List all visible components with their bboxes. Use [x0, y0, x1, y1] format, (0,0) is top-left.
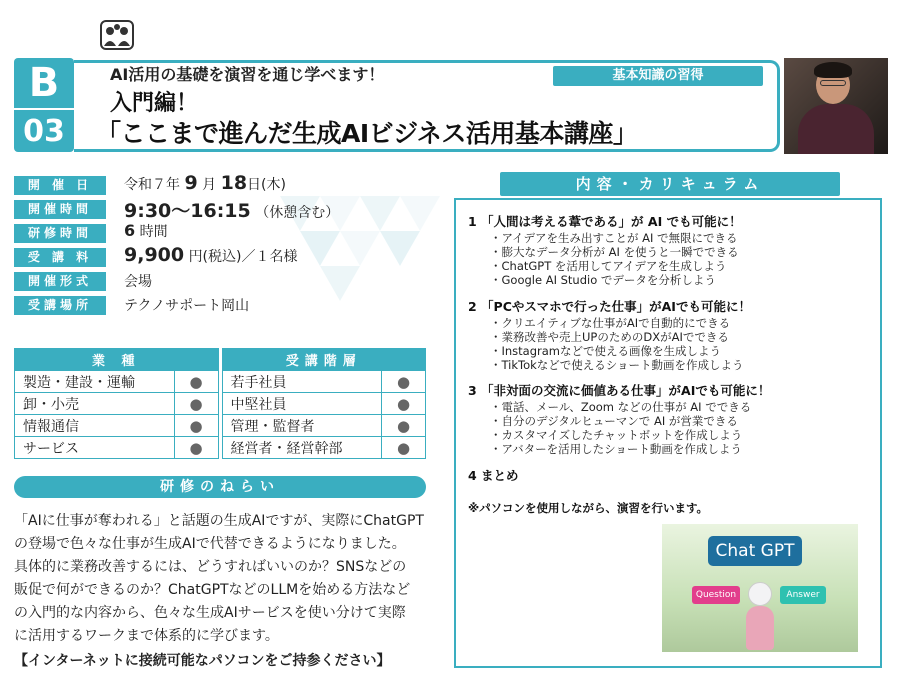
level-mark: ●	[382, 415, 426, 437]
course-code-number: 03	[14, 108, 74, 152]
date-era: 令和７年	[124, 177, 180, 193]
curriculum-header: 内容・カリキュラム	[500, 172, 840, 196]
table-row	[15, 371, 426, 393]
time-value	[124, 196, 339, 223]
time-range: 9:30～16:15	[124, 200, 251, 222]
aims-header: 研修のねらい	[14, 476, 426, 498]
fee-unit: 円(税込)／１名様	[188, 249, 298, 265]
hours-label: 研修時間	[14, 224, 106, 243]
industry-mark: ●	[174, 437, 218, 459]
curriculum-item: ・アバターを活用したショート動画を作成しよう	[490, 442, 742, 456]
aims-note: 【インターネットに接続可能なパソコンをご持参ください】	[14, 653, 391, 669]
level-mark: ●	[382, 371, 426, 393]
chatgpt-bubble: Chat GPT	[708, 536, 802, 566]
aims-line: の入門的な内容から、色々な生成AIサービスを使い分けて実際	[14, 605, 406, 621]
table-row	[15, 415, 426, 437]
date-day: 18	[220, 172, 248, 194]
curriculum-item: ・ChatGPT を活用してアイデアを生成しよう	[490, 259, 727, 273]
format-value: 会場	[124, 274, 152, 290]
date-value	[124, 172, 286, 194]
curriculum-item: ・膨大なデータ分析が AI を使うと一瞬でできる	[490, 245, 739, 259]
industry-cell: 情報通信	[15, 415, 175, 437]
answer-bubble: Answer	[780, 586, 826, 604]
curriculum-item: ・Instagramなどで使える画像を生成しよう	[490, 344, 722, 358]
category-tag: 基本知識の習得	[553, 66, 763, 86]
fee-label: 受 講 料	[14, 248, 106, 267]
table-row	[15, 393, 426, 415]
fee-value	[124, 244, 298, 266]
curriculum-note: ※パソコンを使用しながら、演習を行います。	[468, 501, 709, 515]
aims-line: の登場で色々な仕事が生成AIで代替できるようになりました。	[14, 536, 406, 552]
aims-line: 販促で何ができるのか？ChatGPTなどのLLMを始める方法など	[14, 582, 411, 598]
aims-body	[14, 510, 434, 648]
date-month-unit: 月	[202, 177, 217, 193]
time-label: 開催時間	[14, 200, 106, 219]
level-cell: 若手社員	[222, 371, 382, 393]
curriculum-section-title: 4 まとめ	[468, 468, 519, 483]
course-title-line1: 入門編！	[110, 91, 199, 116]
instructor-photo	[784, 58, 888, 154]
format-label: 開催形式	[14, 272, 106, 291]
curriculum-section-title: 2 「PCやスマホで行った仕事」がAIでも可能に！	[468, 299, 751, 314]
industry-mark: ●	[174, 393, 218, 415]
hours-number: 6	[124, 221, 136, 240]
curriculum-item: ・自分のデジタルヒューマンで AI が営業できる	[490, 414, 738, 428]
date-label: 開 催 日	[14, 176, 106, 195]
chatgpt-illustration	[662, 524, 858, 652]
industry-cell: 卸・小売	[15, 393, 175, 415]
curriculum-item: ・クリエイティブな仕事がAIで自動的にできる	[490, 316, 731, 330]
course-code-letter: B	[28, 60, 60, 106]
venue-value: テクノサポート岡山	[124, 298, 250, 314]
date-month: 9	[184, 172, 198, 194]
fee-amount: 9,900	[124, 244, 185, 266]
level-cell: 管理・監督者	[222, 415, 382, 437]
level-header: 受講階層	[222, 349, 426, 371]
aims-line: 「AIに仕事が奪われる」と話題の生成AIですが、実際にChatGPT	[14, 513, 424, 529]
industry-header: 業 種	[15, 349, 219, 371]
people-group-icon	[100, 20, 134, 50]
curriculum-section-title: 3 「非対面の交流に価値ある仕事」がAIでも可能に！	[468, 383, 771, 398]
robot-figure-body	[746, 606, 774, 650]
table-row	[15, 437, 426, 459]
robot-figure-head	[748, 582, 772, 606]
curriculum-section-title: 1 「人間は考える葦である」が AI でも可能に！	[468, 214, 742, 229]
course-subtitle: AI活用の基礎を演習を通じ学べます！	[110, 65, 385, 84]
curriculum-item: ・TikTokなどで使えるショート動画を作成しよう	[490, 358, 744, 372]
industry-mark: ●	[174, 415, 218, 437]
aims-line: に活用するワークまで体系的に学びます。	[14, 628, 279, 644]
hours-unit: 時間	[139, 224, 168, 240]
industry-cell: 製造・建設・運輸	[15, 371, 175, 393]
level-cell: 経営者・経営幹部	[222, 437, 382, 459]
curriculum-item: ・電話、メール、Zoom などの仕事が AI でできる	[490, 400, 752, 414]
course-title-line2: 「ここまで進んだ生成AIビジネス活用基本講座」	[96, 119, 638, 148]
curriculum-item: ・カスタマイズしたチャットボットを作成しよう	[490, 428, 743, 442]
curriculum-item: ・アイデアを生み出すことが AI で無限にできる	[490, 231, 738, 245]
industry-level-table	[14, 348, 426, 459]
hours-value	[124, 221, 168, 241]
date-day-unit: 日(木)	[247, 177, 286, 193]
level-cell: 中堅社員	[222, 393, 382, 415]
time-note: （休憩含む）	[255, 205, 340, 221]
aims-line: 具体的に業務改善するには、どうすればいいのか？SNSなどの	[14, 559, 407, 575]
question-bubble: Question	[692, 586, 740, 604]
industry-cell: サービス	[15, 437, 175, 459]
curriculum-item: ・業務改善や売上UPのためのDXがAIでできる	[490, 330, 729, 344]
level-mark: ●	[382, 437, 426, 459]
level-mark: ●	[382, 393, 426, 415]
curriculum-item: ・Google AI Studio でデータを分析しよう	[490, 273, 716, 287]
industry-mark: ●	[174, 371, 218, 393]
venue-label: 受講場所	[14, 296, 106, 315]
